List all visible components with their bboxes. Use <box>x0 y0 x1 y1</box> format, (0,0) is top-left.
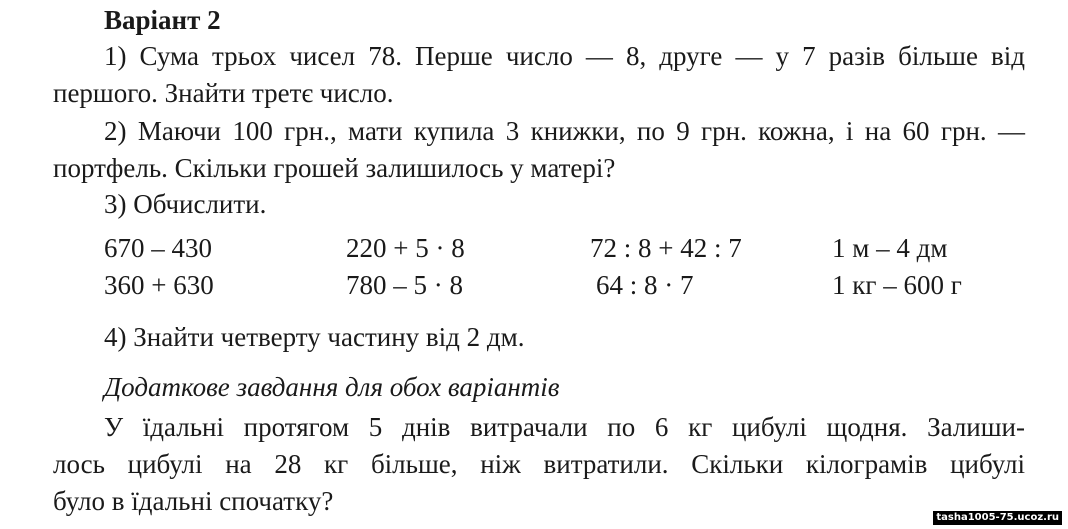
extra-task-line-1: У їдальні протягом 5 днів витрачали по 6 кг цибулі щодня. Залиши- <box>104 412 1025 442</box>
site-watermark: tasha1005-75.ucoz.ru <box>933 511 1062 525</box>
extra-task-line-2: лось цибулі на 28 кг більше, ніж витратили. Скільки кілограмів цибулі <box>53 449 1025 479</box>
expression: 1 кг – 600 г <box>832 270 962 300</box>
expression: 360 + 630 <box>104 270 214 300</box>
expression: 780 – 5 · 8 <box>346 270 463 300</box>
task-3 <box>53 186 1025 223</box>
task-2-line-1: 2) Маючи 100 грн., мати купила 3 книжки, по 9 грн. кожна, і на 60 грн. — <box>104 116 1025 146</box>
task-4-line-1: 4) Знайти четверту частину від 2 дм. <box>104 322 525 352</box>
extra-task <box>53 409 1025 520</box>
task-2 <box>53 113 1025 187</box>
extra-task-heading: Додаткове завдання для обох варіантів <box>104 372 560 402</box>
task-4 <box>53 319 1025 356</box>
task-3-heading: 3) Обчислити. <box>104 189 267 219</box>
extra-task-line-3: було в їдальні спочатку? <box>53 486 334 516</box>
task-1-line-2: першого. Знайти третє число. <box>53 78 394 108</box>
expression: 72 : 8 + 42 : 7 <box>590 233 742 263</box>
expression: 64 : 8 · 7 <box>596 270 694 300</box>
task-1-line-1: 1) Сума трьох чисел 78. Перше число — 8, друге — у 7 разів більше від <box>104 41 1025 71</box>
task-2-line-2: портфель. Скільки грошей залишилось у матері? <box>53 153 616 183</box>
expression: 670 – 430 <box>104 233 212 263</box>
task-1 <box>53 38 1025 112</box>
expression: 220 + 5 · 8 <box>346 233 465 263</box>
expression: 1 м – 4 дм <box>832 233 948 263</box>
variant-title: Варіант 2 <box>104 5 221 35</box>
expression-grid <box>0 229 1068 309</box>
